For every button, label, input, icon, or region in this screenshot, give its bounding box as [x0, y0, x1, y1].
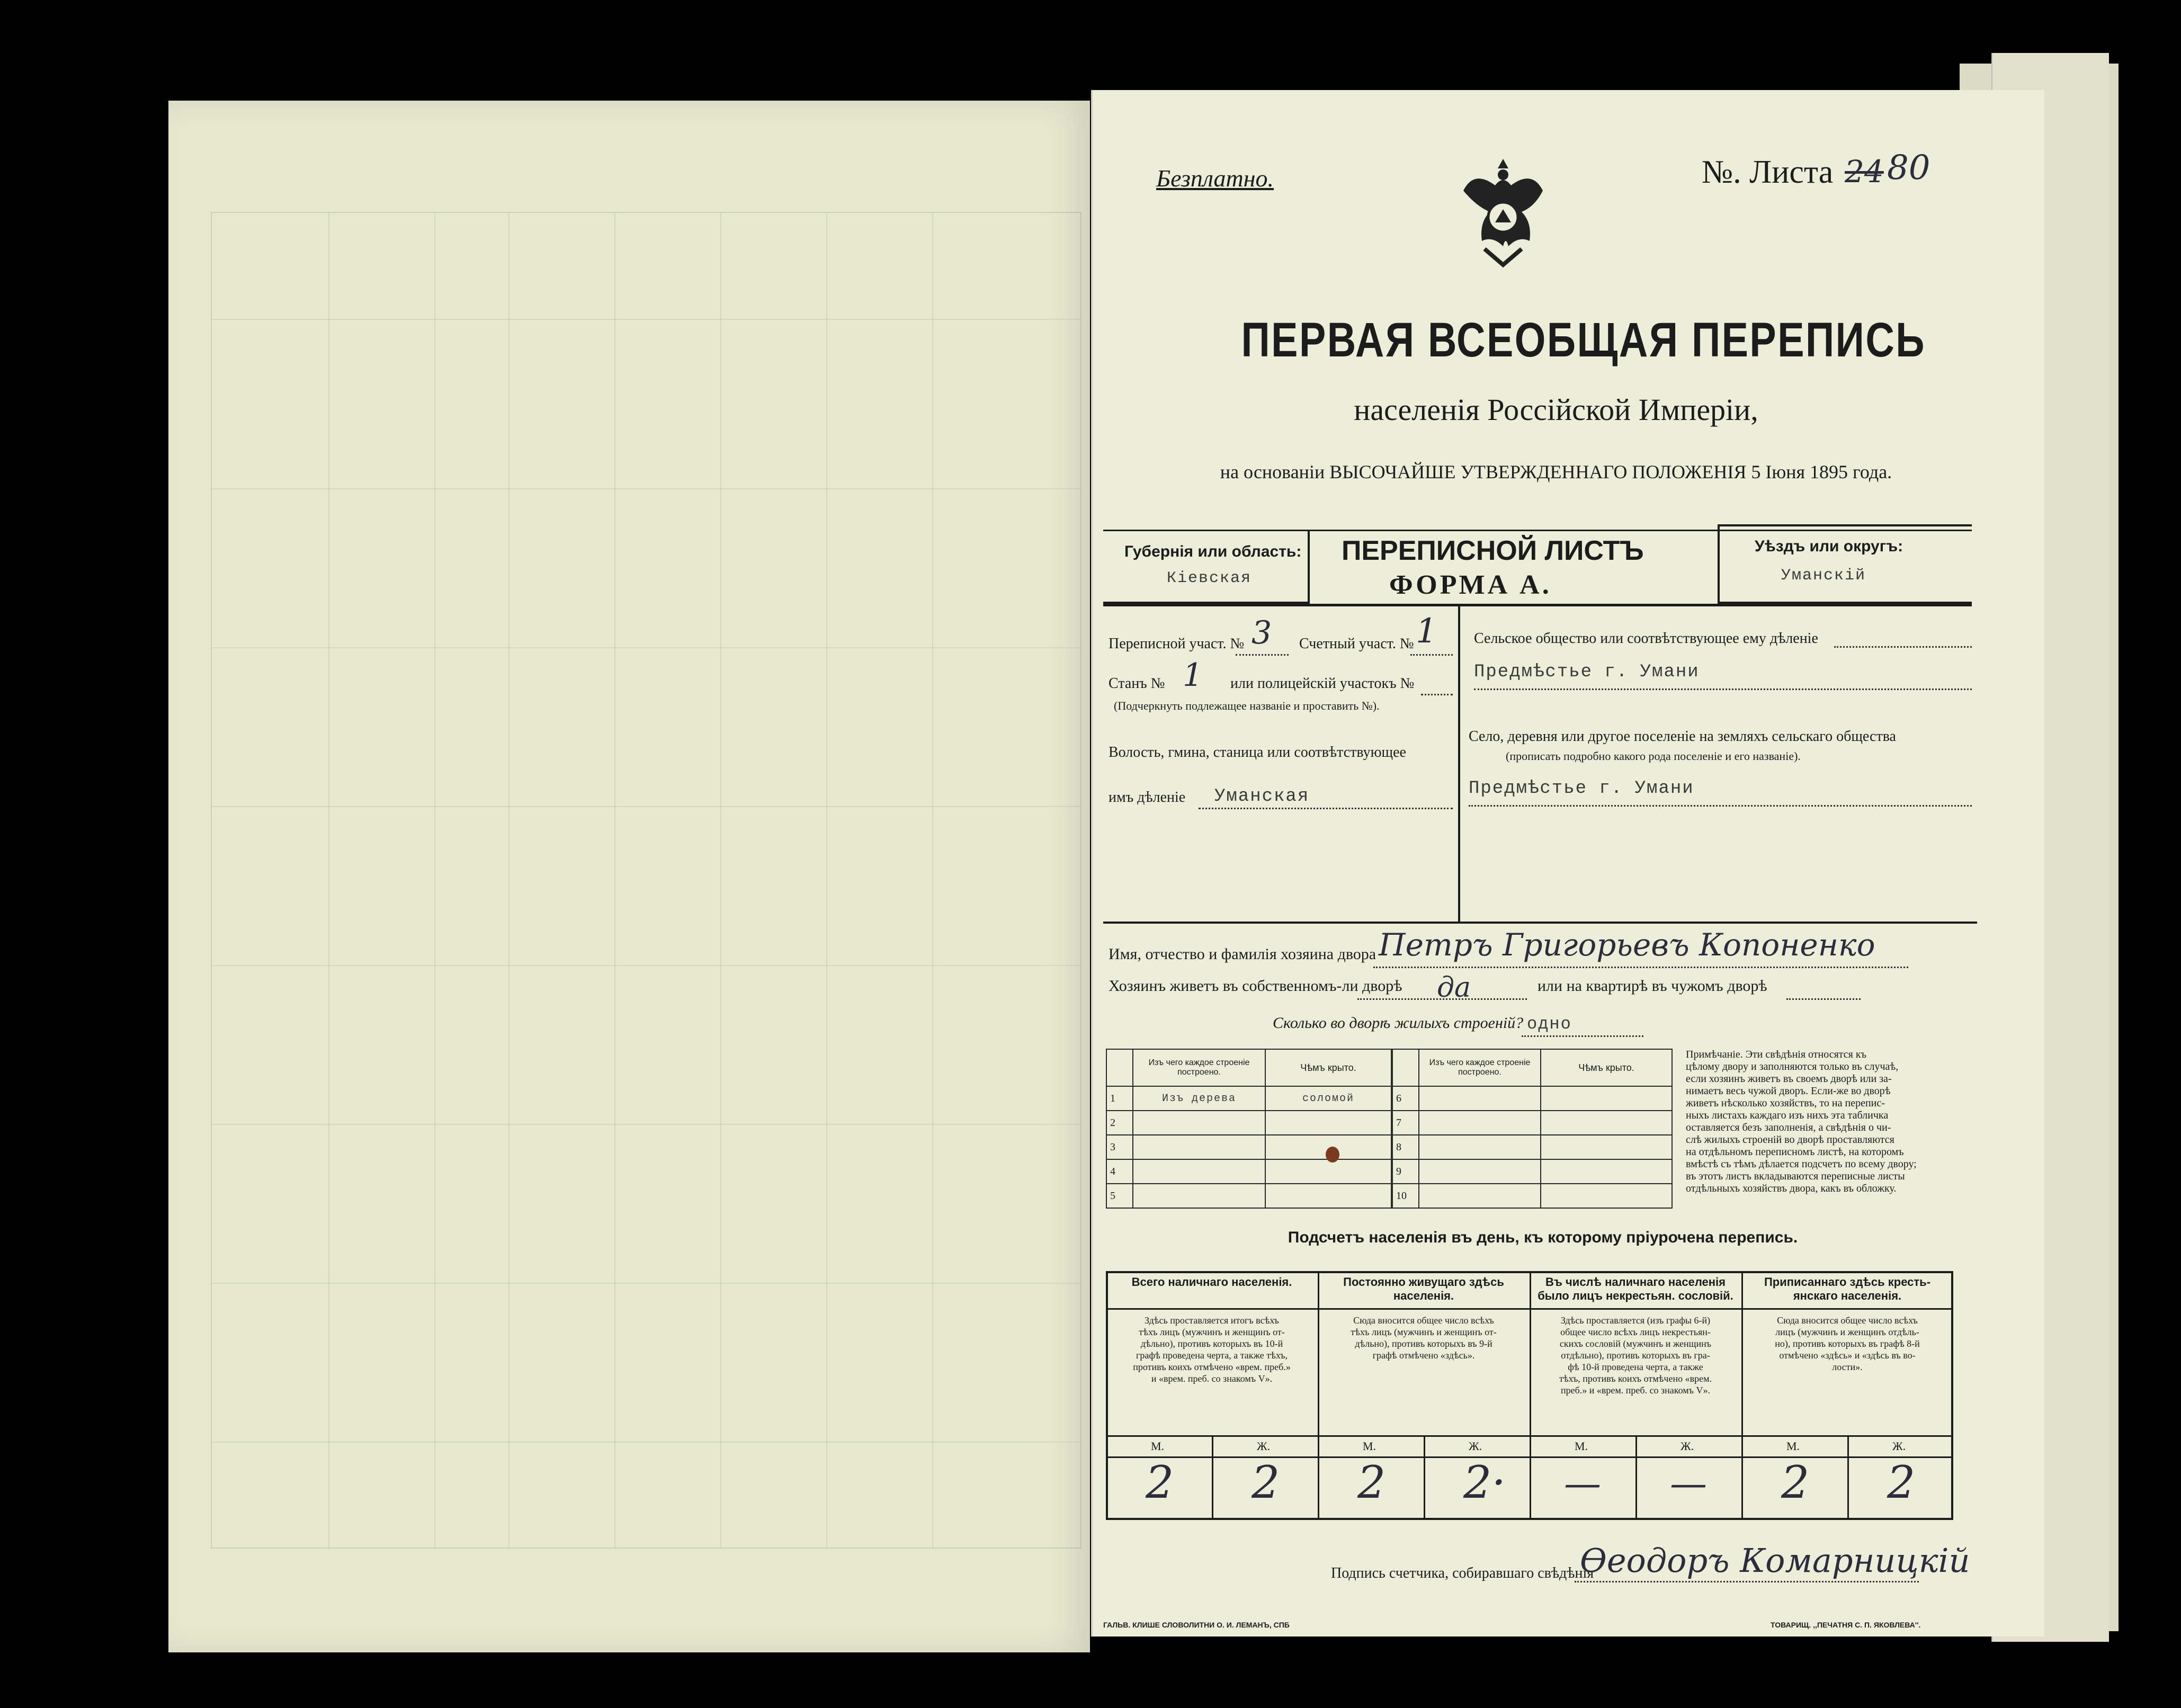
buildings-table-left: [1106, 1049, 1392, 1209]
row-material: Изъ дерева: [1133, 1086, 1265, 1111]
section-desc-line: тѣхъ, противъ коихъ отмѣчено «врем.: [1559, 1373, 1712, 1384]
census-district-value: 3: [1252, 614, 1272, 651]
gubernia-box: [1103, 530, 1310, 604]
rented-label: или на квартирѣ въ чужомъ дворѣ: [1538, 977, 1767, 995]
sheet-number-value: 80: [1887, 148, 1930, 187]
volost-value: Уманская: [1214, 786, 1310, 807]
f-label: Ж.: [1257, 1439, 1271, 1453]
buildings-label: Сколько во дворѣ жилыхъ строеній?: [1273, 1014, 1524, 1032]
note-line: ныхъ листахъ каждаго изъ нихъ эта табличка: [1686, 1110, 1889, 1121]
village-label: Село, деревня или другое поселеніе на земляхъ сельскаго общества: [1469, 728, 1896, 745]
count-section-non-peasant: [1535, 1275, 1736, 1396]
society-label: Сельское общество или соотвѣтствующее ему дѣленіе: [1474, 630, 1818, 647]
section-head: Въ числѣ наличнаго населенія было лицъ некрестьян. сословій.: [1538, 1275, 1733, 1302]
village-note: (прописать подробно какого рода поселеніе и его названіе).: [1506, 749, 1801, 763]
stan-value: 1: [1183, 657, 1203, 694]
section-desc-line: Здѣсь проставляется (изъ графы 6-й): [1560, 1315, 1711, 1326]
note-line: оставляется безъ заполненія, а свѣдѣнія о чи-: [1686, 1122, 1891, 1133]
row-number: 5: [1106, 1184, 1133, 1208]
volost-label-2: имъ дѣленіе: [1109, 789, 1186, 806]
ink-stain: [1326, 1147, 1339, 1162]
col-material-header: Изъ чего каждое строеніе построено.: [1133, 1049, 1265, 1086]
society-value: Предмѣстье г. Умани: [1474, 662, 1700, 682]
row-number: 10: [1392, 1184, 1419, 1208]
section-desc-line: графѣ отмѣчено «здѣсь».: [1372, 1350, 1475, 1361]
count-district-label: Счетный участ. №: [1299, 636, 1414, 652]
section-desc-line: скихъ сословій (мужчинъ и женщинъ: [1559, 1338, 1712, 1349]
uezd-label: Уѣздъ или округъ:: [1755, 538, 1903, 555]
section-desc-line: противъ коихъ отмѣчено «врем. преб.»: [1133, 1362, 1291, 1372]
count-permanent-m: 2: [1357, 1456, 1386, 1508]
gubernia-label: Губернія или область:: [1124, 543, 1302, 560]
form-title-2: ФОРМА А.: [1389, 570, 1552, 600]
underline-note: (Подчеркнуть подлежащее названіе и проставить №).: [1114, 699, 1380, 712]
section-head: Постоянно живущаго здѣсь населенія.: [1343, 1275, 1504, 1302]
count-section-permanent: [1323, 1275, 1524, 1361]
section-desc-line: Сюда вносится общее число всѣхъ: [1777, 1315, 1918, 1326]
count-title: Подсчетъ населенія въ день, къ которому пріурочена перепись.: [1288, 1229, 1798, 1246]
signature-label: Подпись счетчика, собиравшаго свѣдѣнія: [1331, 1565, 1594, 1581]
census-district-label: Переписной участ. №: [1109, 636, 1245, 652]
f-label: Ж.: [1892, 1439, 1906, 1453]
section-desc-line: Сюда вносится общее число всѣхъ: [1353, 1315, 1494, 1326]
uezd-value: Уманскій: [1781, 567, 1866, 585]
stan-label: Станъ №: [1109, 675, 1165, 692]
note-line: цѣлому двору и заполняются только въ случаѣ,: [1686, 1061, 1899, 1072]
note-line: Примѣчаніе. Эти свѣдѣнія относятся къ: [1686, 1049, 1866, 1060]
count-total-f: 2: [1252, 1456, 1280, 1508]
row-number: 4: [1106, 1159, 1133, 1184]
buildings-table-right: [1392, 1049, 1673, 1209]
section-desc-line: отдѣльно), противъ которыхъ въ гра-: [1561, 1350, 1710, 1361]
note-line: слѣ жилыхъ строеній во дворѣ проставляются: [1686, 1134, 1894, 1146]
note-line: живетъ нѣсколько хозяйствъ, то на перепис-: [1686, 1097, 1885, 1109]
census-form-page: [1091, 90, 2044, 1637]
col-roof-header: Чѣмъ крыто.: [1541, 1049, 1672, 1086]
own-yard-label: Хозяинъ живетъ въ собственномъ-ли дворѣ: [1109, 977, 1402, 995]
section-desc-line: и «врем. преб. со знакомъ V».: [1151, 1373, 1273, 1384]
section-desc-line: фѣ 10-й проведена черта, а также: [1568, 1362, 1703, 1372]
row-number: 6: [1392, 1086, 1419, 1111]
section-desc-line: лицъ (мужчинъ и женщинъ отдѣль-: [1775, 1327, 1919, 1337]
police-label: или полицейскій участокъ №: [1230, 675, 1415, 692]
section-desc-line: тѣхъ лицъ (мужчинъ и женщинъ от-: [1351, 1327, 1497, 1337]
row-roof: соломой: [1265, 1086, 1391, 1111]
section-desc-line: но), противъ которыхъ въ графѣ 8-й: [1775, 1338, 1920, 1349]
count-registered-m: 2: [1781, 1456, 1810, 1508]
note-line: если хозяинъ живетъ въ своемъ дворѣ или за-: [1686, 1073, 1892, 1085]
count-district-value: 1: [1416, 612, 1437, 651]
count-total-m: 2: [1146, 1456, 1174, 1508]
signature-value: Өеодоръ Комарницкій: [1580, 1541, 1970, 1580]
count-permanent-f: 2·: [1463, 1456, 1506, 1508]
col-roof-header: Чѣмъ крыто.: [1265, 1049, 1391, 1086]
section-head: Приписаннаго здѣсь кресть-янскаго населенія.: [1764, 1275, 1931, 1302]
footer-left: ГАЛЬВ. КЛИШЕ СЛОВОЛИТНИ О. И. ЛЕМАНЪ, СПБ: [1103, 1621, 1290, 1629]
m-label: М.: [1786, 1439, 1800, 1453]
section-desc-line: Здѣсь проставляется итогъ всѣхъ: [1145, 1315, 1279, 1326]
f-label: Ж.: [1681, 1439, 1694, 1453]
count-section-total: [1111, 1275, 1312, 1384]
section-desc-line: преб.» и «врем. преб. со знакомъ V».: [1561, 1385, 1710, 1396]
col-material-header: Изъ чего каждое строеніе построено.: [1419, 1049, 1541, 1086]
double-headed-eagle-icon: [1453, 154, 1553, 270]
f-label: Ж.: [1469, 1439, 1482, 1453]
row-number: 8: [1392, 1135, 1419, 1159]
sheet-number-label: №. Листа: [1702, 154, 1834, 190]
section-desc-line: общее число всѣхъ лицъ некрестьян-: [1560, 1327, 1711, 1337]
note-line: въ этотъ листъ вкладываются переписные листы: [1686, 1170, 1905, 1182]
section-head: Всего наличнаго населенія.: [1131, 1275, 1292, 1289]
owner-label: Имя, отчество и фамилія хозяина двора: [1109, 945, 1376, 963]
row-number: 9: [1392, 1159, 1419, 1184]
sheet-number-crossed: 24: [1845, 154, 1884, 190]
count-non-peasant-f: —: [1670, 1462, 1707, 1505]
count-non-peasant-m: —: [1564, 1462, 1601, 1505]
row-number: 1: [1106, 1086, 1133, 1111]
note-block: [1686, 1049, 1982, 1195]
section-desc-line: лости».: [1832, 1362, 1863, 1372]
row-number: 7: [1392, 1111, 1419, 1135]
row-number: 3: [1106, 1135, 1133, 1159]
gratis-label: Безплатно.: [1156, 165, 1274, 192]
uezd-box: [1718, 524, 1972, 604]
section-desc-line: дѣльно), противъ которыхъ въ 9-й: [1355, 1338, 1492, 1349]
form-title-1: ПЕРЕПИСНОЙ ЛИСТЪ: [1342, 535, 1644, 566]
footer-right: ТОВАРИЩ. ,,ПЕЧАТНЯ С. П. ЯКОВЛЕВА''.: [1771, 1621, 1921, 1629]
own-yard-value: да: [1437, 972, 1471, 1004]
section-desc-line: дѣльно), противъ которыхъ въ 10-й: [1140, 1338, 1283, 1349]
note-line: нимаетъ весь чужой дворъ. Если-же во дворѣ: [1686, 1085, 1891, 1097]
m-label: М.: [1575, 1439, 1588, 1453]
row-number: 2: [1106, 1111, 1133, 1135]
note-line: отдѣльныхъ хозяйствъ двора, какъ въ обложку.: [1686, 1183, 1897, 1194]
m-label: М.: [1363, 1439, 1376, 1453]
section-desc-line: тѣхъ лицъ (мужчинъ и женщинъ от-: [1139, 1327, 1285, 1337]
buildings-value: одно: [1527, 1014, 1572, 1034]
census-title: ПЕРВАЯ ВСЕОБЩАЯ ПЕРЕПИСЬ: [1241, 313, 1926, 367]
left-page-reverse-side: [168, 101, 1090, 1652]
census-subtitle: населенія Россійской Имперіи,: [1354, 392, 1758, 427]
note-line: на отдѣльномъ переписномъ листѣ, на которомъ: [1686, 1146, 1904, 1158]
section-desc-line: отмѣчено «здѣсь» и «здѣсь въ во-: [1779, 1350, 1916, 1361]
m-label: М.: [1151, 1439, 1165, 1453]
count-registered-f: 2: [1887, 1456, 1916, 1508]
volost-label-1: Волость, гмина, станица или соотвѣтствующее: [1109, 744, 1406, 761]
note-line: вмѣстѣ съ тѣмъ дѣлается подсчетъ по всему двору;: [1686, 1158, 1917, 1170]
section-desc-line: графѣ проведена черта, а также тѣхъ,: [1136, 1350, 1288, 1361]
bleed-through-table: [211, 212, 1081, 1549]
count-section-registered: [1747, 1275, 1948, 1373]
village-value: Предмѣстье г. Умани: [1469, 779, 1694, 799]
owner-value: Петръ Григорьевъ Копоненко: [1379, 927, 1875, 963]
gubernia-value: Кіевская: [1167, 569, 1252, 587]
census-basis: на основаніи ВЫСОЧАЙШЕ УТВЕРЖДЕННАГО ПОЛОЖЕНІЯ 5 Іюня 1895 года.: [1220, 461, 1892, 482]
